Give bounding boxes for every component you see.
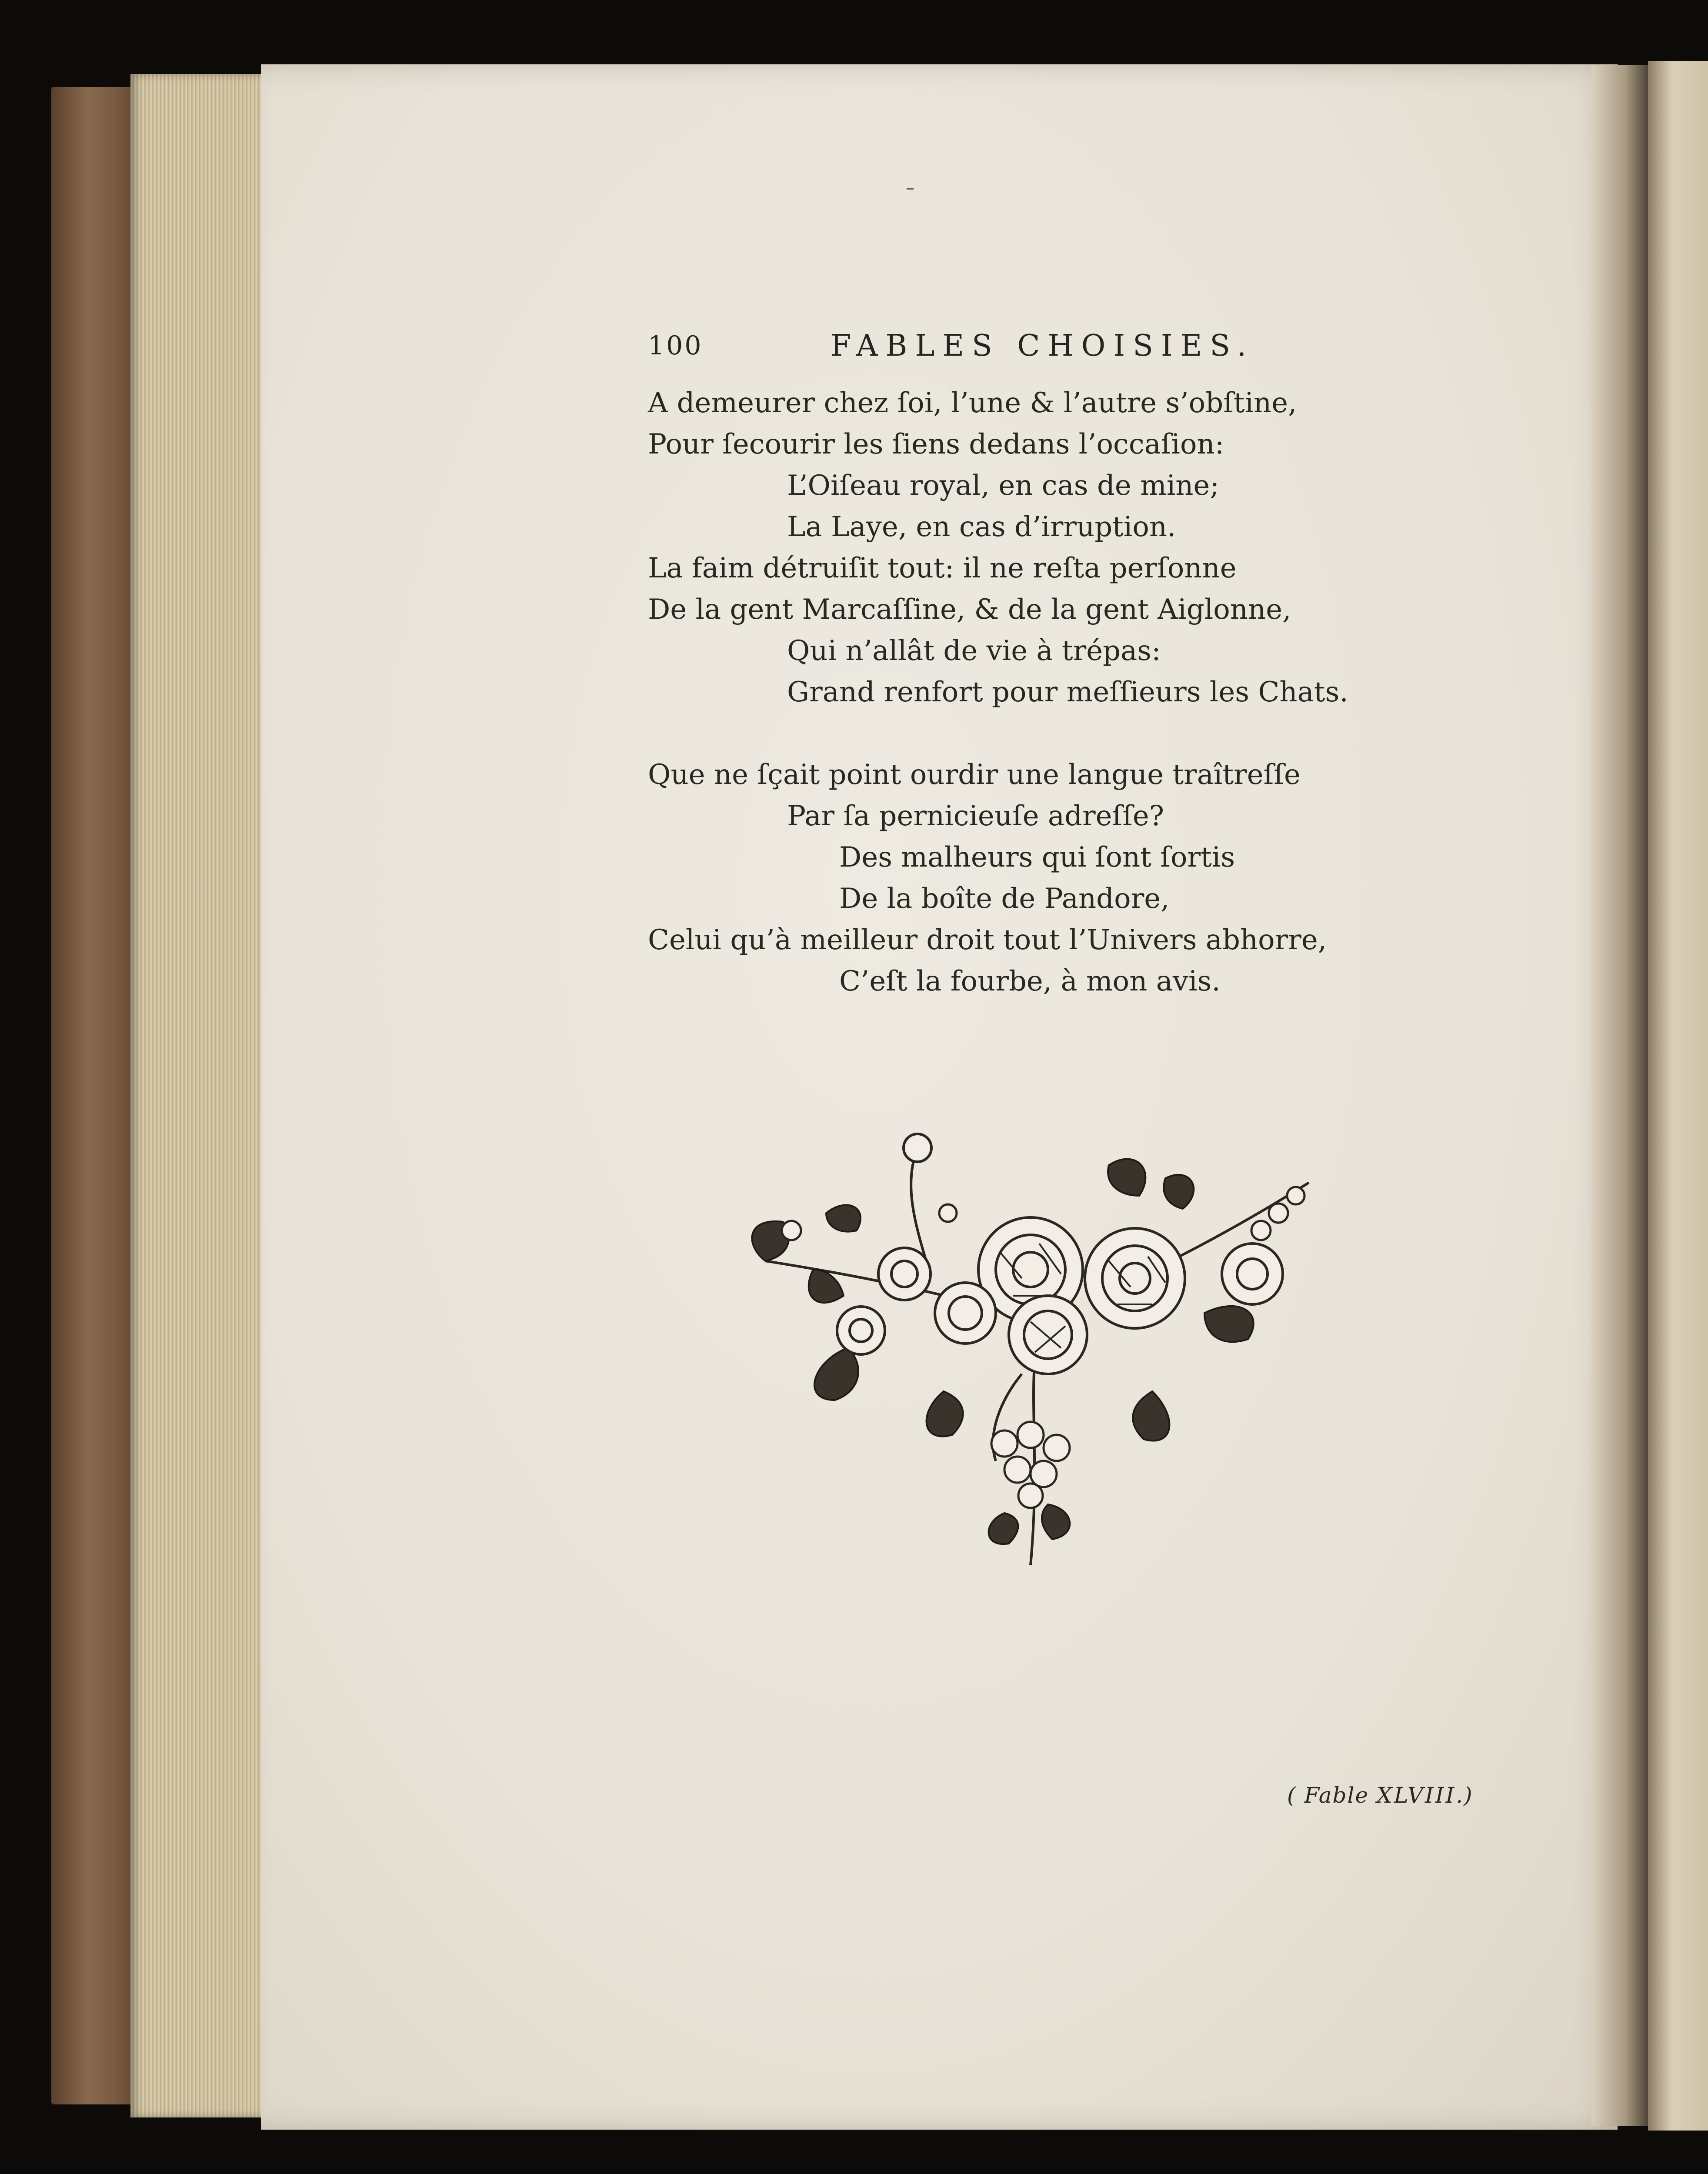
poem-line: Celui qu’à meilleur droit tout l’Univers abhorre, xyxy=(648,924,1327,956)
poem-line: Grand renfort pour meſſieurs les Chats. xyxy=(787,676,1348,708)
stanza-break xyxy=(648,713,1344,754)
fable-reference xyxy=(1287,1783,1473,1808)
fable-label: ( Fable xyxy=(1287,1783,1377,1808)
floral-ornament xyxy=(717,1130,1352,1574)
page-header xyxy=(648,330,1296,383)
poem-line: Qui n’allât de vie à trépas: xyxy=(787,635,1161,667)
poem-line: A demeurer chez ſoi, l’une & l’autre s’obſtine, xyxy=(648,387,1297,419)
poem-line: La faim détruiſit tout: il ne reſta perſonne xyxy=(648,552,1237,584)
poem-line: De la gent Marcaſſine, & de la gent Aiglonne, xyxy=(648,594,1291,626)
page-number: 100 xyxy=(648,330,703,361)
poem-line: C’eſt la fourbe, à mon avis. xyxy=(839,965,1221,997)
book-cover xyxy=(51,87,143,2104)
book-gutter xyxy=(1591,65,1652,2126)
fable-number: XLVIII xyxy=(1377,1783,1456,1808)
poem-line: Par ſa pernicieuſe adreſſe? xyxy=(787,800,1164,832)
poem-line: Que ne ſçait point ourdir une langue traîtreſſe xyxy=(648,759,1301,791)
printer-mark xyxy=(907,188,914,190)
poem-line: De la boîte de Pandore, xyxy=(839,883,1170,915)
poem-line: Pour ſecourir les ſiens dedans l’occaſion: xyxy=(648,428,1224,460)
poem-line: Des malheurs qui ſont ſortis xyxy=(839,841,1235,874)
page-edges xyxy=(130,74,265,2117)
next-page-edge xyxy=(1648,61,1708,2131)
poem-line: L’Oiſeau royal, en cas de mine; xyxy=(787,470,1219,502)
fable-close: .) xyxy=(1456,1783,1473,1808)
poem-text xyxy=(648,383,1348,1002)
running-title: FABLES CHOISIES. xyxy=(831,329,1254,363)
poem-line: La Laye, en cas d’irruption. xyxy=(787,511,1176,543)
